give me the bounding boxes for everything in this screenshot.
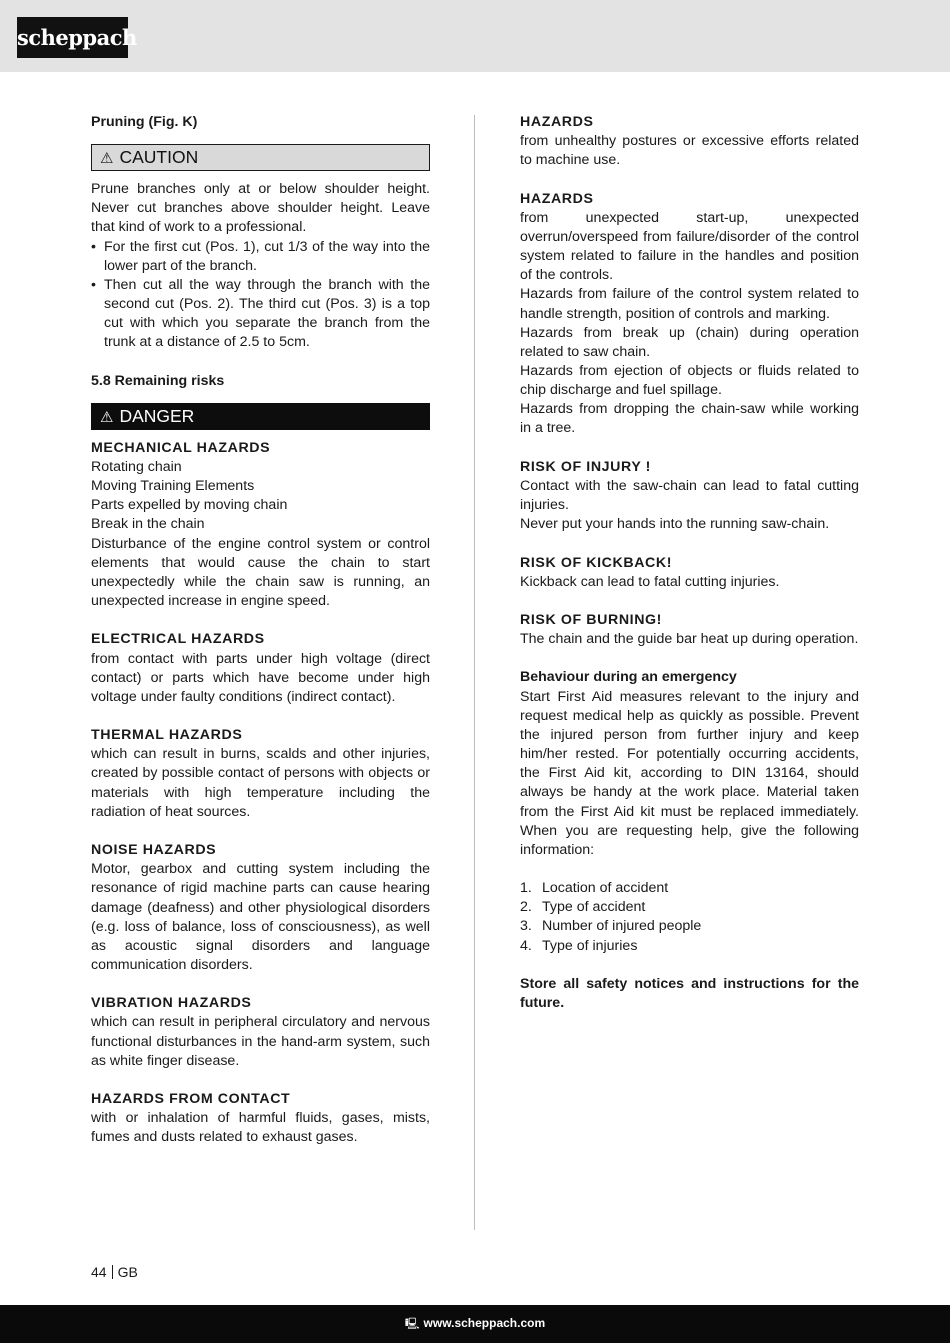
thermal-hazards-heading: THERMAL HAZARDS [91,727,243,744]
risk-of-kickback-heading: RISK OF KICKBACK! [520,554,673,571]
right-column [520,113,859,1013]
kickback-text: Kickback can lead to fatal cutting injuries. [520,573,780,590]
noise-hazards-heading: NOISE HAZARDS [91,842,217,859]
danger-label: DANGER [119,405,195,426]
mechanical-text: Disturbance of the engine control system or control elements that would cause the chain to start unexpectedly while the chain saw is running, an unexpected increase in engine speed. [91,535,430,610]
contact-text: with or inhalation of harmful fluids, gases, mists, fumes and dusts related to exhaust gases. [91,1110,430,1146]
warning-triangle-icon: ⚠ [100,150,114,168]
caution-label: CAUTION [119,147,199,168]
hazards-text: from unhealthy postures or excessive efforts related to machine use. [520,133,859,169]
risk-of-injury-heading: RISK OF INJURY ! [520,458,651,475]
mechanical-hazards-heading: MECHANICAL HAZARDS [91,439,271,456]
vibration-text: which can result in peripheral circulatory and nervous functional disturbances in the hand-arm system, such as white finger disease. [91,1014,430,1069]
noise-text: Motor, gearbox and cutting system including the resonance of rigid machine parts can cause hearing damage (deafness) and other physiological disorders (e.g. loss of balance, loss of consciousness), as well as acoustic signal disorders and language communication disorders. [91,861,430,974]
remaining-risks-title: 5.8 Remaining risks [91,372,225,389]
vibration-hazards-heading: VIBRATION HAZARDS [91,995,252,1012]
hazards-line: from unexpected start-up, unexpected overrun/overspeed from failure/disorder of the control system related to failure in the handles and position of the controls. [520,209,859,284]
hazards-heading: HAZARDS [520,114,594,130]
pruning-bullets [91,238,430,353]
thermal-text: which can result in burns, scalds and other injuries, created by possible contact of persons with objects or materials with high temperature including the radiation of heat sources. [91,746,430,820]
computer-icon: 🖳 [404,1318,420,1330]
pruning-intro: Prune branches only at or below shoulder height. Never cut branches above shoulder height. Leave that kind of work to a professional. [91,181,430,236]
hazards-heading: HAZARDS [520,190,594,207]
hazards-line: Hazards from break up (chain) during operation related to saw chain. [520,324,859,360]
language-code: GB [117,1264,138,1280]
burning-text: The chain and the guide bar heat up during operation. [520,631,859,648]
mechanical-line: Rotating chain [91,459,182,476]
contact-hazards-heading: HAZARDS FROM CONTACT [91,1091,291,1108]
danger-box [91,403,430,430]
emergency-text: Start First Aid measures relevant to the injury and request medical help as quickly as possible. Prevent the injured person from further injury and keep him/her rested. For potentially occurring accidents, the First Aid kit, according to DIN 13164, should always be handy at the work place. Material taken from the First Aid kit must be replaced immediately. When you are requesting help, give the following information: [520,688,859,858]
header-band [0,0,950,72]
pruning-title: Pruning (Fig. K) [91,114,198,130]
scheppach-logo: scheppach [17,17,128,58]
warning-triangle-icon: ⚠ [100,408,114,426]
electrical-hazards-heading: ELECTRICAL HAZARDS [91,631,265,648]
emergency-info-list [520,879,859,956]
hazards-line: Hazards from ejection of objects or fluids related to chip discharge and fuel spillage. [520,363,859,399]
injury-line: Never put your hands into the running saw-chain. [520,516,830,533]
caution-box [91,144,430,171]
list-item: • For the first cut (Pos. 1), cut 1/3 of the way into the lower part of the branch. [91,238,430,276]
list-item: 4. Type of injuries [520,937,638,954]
list-item: 2. Type of accident [520,899,646,916]
list-item: 1. Location of accident [520,880,669,897]
footer-band [0,1305,950,1343]
column-divider [474,115,475,1230]
mechanical-line: Break in the chain [91,516,205,533]
list-item: • Then cut all the way through the branch with the second cut (Pos. 2). The third cut (Pos. 3) is a top cut with which you separate the branch from the trunk at a distance of 2.5 to 5cm. [91,276,430,353]
mechanical-line: Parts expelled by moving chain [91,497,288,514]
injury-line: Contact with the saw-chain can lead to fatal cutting injuries. [520,477,859,514]
page-number: 44 GB [91,1264,138,1280]
website-link[interactable]: www.scheppach.com [423,1316,546,1330]
hazards-line: Hazards from failure of the control system related to handle strength, position of controls and marking. [520,286,859,322]
risk-of-burning-heading: RISK OF BURNING! [520,612,663,628]
hazards-line: Hazards from dropping the chain-saw while working in a tree. [520,401,859,437]
emergency-heading: Behaviour during an emergency [520,669,737,686]
store-notice: Store all safety notices and instructions for the future. [520,975,859,1012]
left-column [91,113,430,1148]
mechanical-line: Moving Training Elements [91,478,255,495]
electrical-text: from contact with parts under high voltage (direct contact) or parts which have become under high voltage under faulty conditions (indirect contact). [91,650,430,705]
list-item: 3. Number of injured people [520,918,702,935]
